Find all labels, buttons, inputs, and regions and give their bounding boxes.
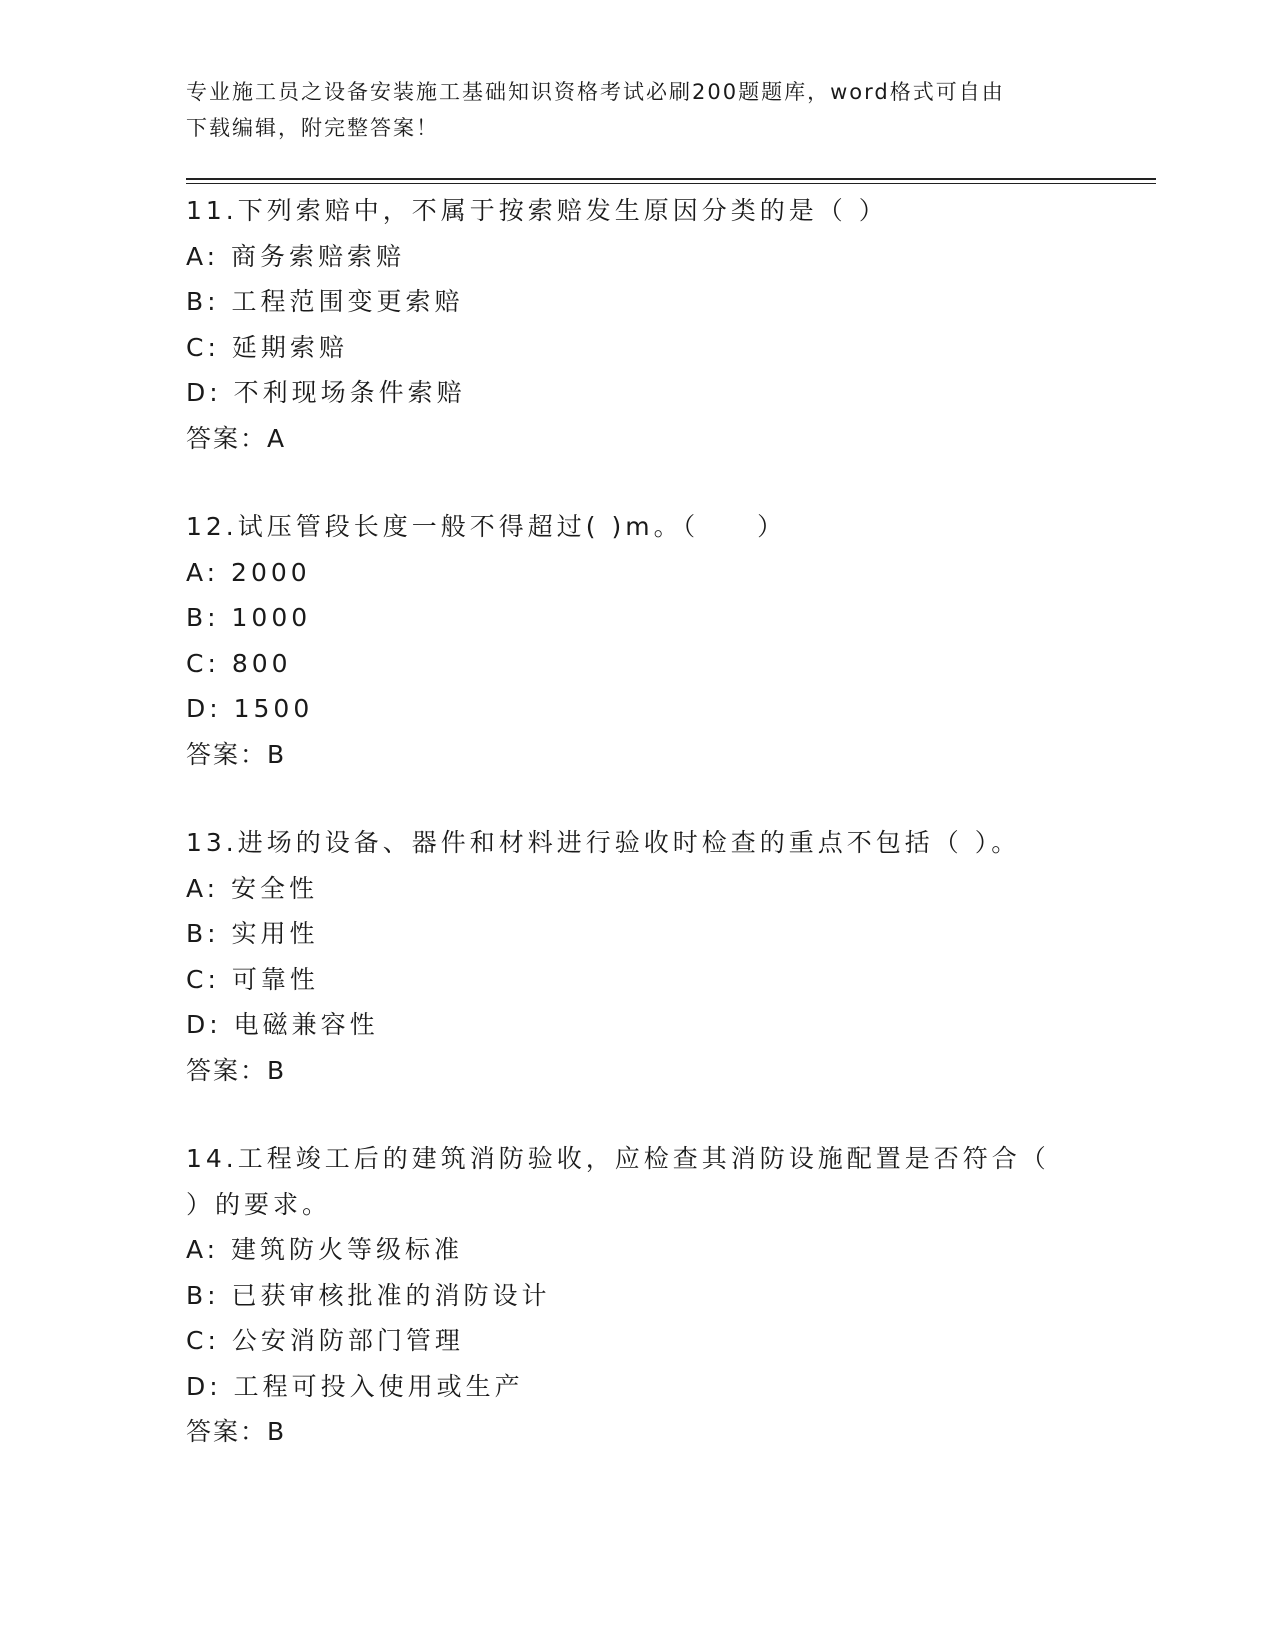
option-d: D: 工程可投入使用或生产 — [186, 1371, 524, 1401]
header-line-2: 下载编辑，附完整答案！ — [186, 116, 439, 140]
answer-label: 答案： — [186, 739, 268, 769]
document-header — [186, 74, 1066, 146]
question-12 — [186, 504, 1086, 777]
option-d: D: 1500 — [186, 694, 314, 723]
question-13 — [186, 820, 1086, 1093]
question-stem-line-1: 14.工程竣工后的建筑消防验收，应检查其消防设施配置是否符合（ — [186, 1144, 1050, 1173]
option-c: C: 公安消防部门管理 — [186, 1326, 464, 1355]
header-line-1: 专业施工员之设备安装施工基础知识资格考试必刷200题题库，word格式可自由 — [186, 80, 1005, 104]
question-11 — [186, 188, 1086, 461]
option-d: D: 电磁兼容性 — [186, 1010, 379, 1039]
question-stem: 11.下列索赔中，不属于按索赔发生原因分类的是（ ） — [186, 196, 888, 225]
header-divider-thin — [186, 183, 1156, 184]
answer-line — [186, 416, 1086, 462]
question-14 — [186, 1136, 1086, 1455]
answer-value: B — [267, 1055, 287, 1085]
answer-label: 答案： — [186, 1417, 268, 1446]
answer-line — [186, 1048, 1086, 1094]
option-a: A: 建筑防火等级标准 — [186, 1235, 464, 1264]
question-stem-line-2: ）的要求。 — [186, 1189, 332, 1219]
header-divider-thick — [186, 178, 1156, 180]
question-list — [186, 188, 1086, 1498]
question-stem: 12.试压管段长度一般不得超过( )m。（ ） — [186, 512, 787, 541]
option-c: C: 延期索赔 — [186, 332, 348, 362]
answer-line — [186, 732, 1086, 778]
option-a: A: 商务索赔索赔 — [186, 241, 406, 271]
option-b: B: 工程范围变更索赔 — [186, 287, 464, 316]
option-b: B: 1000 — [186, 603, 312, 632]
option-c: C: 800 — [186, 648, 292, 678]
question-stem: 13.进场的设备、器件和材料进行验收时检查的重点不包括（ ）。 — [186, 828, 1021, 857]
option-a: A: 2000 — [186, 557, 311, 587]
option-b: B: 已获审核批准的消防设计 — [186, 1280, 551, 1310]
answer-label: 答案： — [186, 1055, 268, 1085]
answer-value: B — [267, 1417, 287, 1446]
answer-line — [186, 1409, 1086, 1455]
answer-label: 答案： — [186, 423, 268, 453]
answer-value: B — [267, 739, 287, 769]
option-a: A: 安全性 — [186, 873, 319, 903]
option-d: D: 不利现场条件索赔 — [186, 378, 466, 407]
option-b: B: 实用性 — [186, 919, 319, 948]
option-c: C: 可靠性 — [186, 964, 319, 994]
answer-value: A — [267, 423, 287, 453]
